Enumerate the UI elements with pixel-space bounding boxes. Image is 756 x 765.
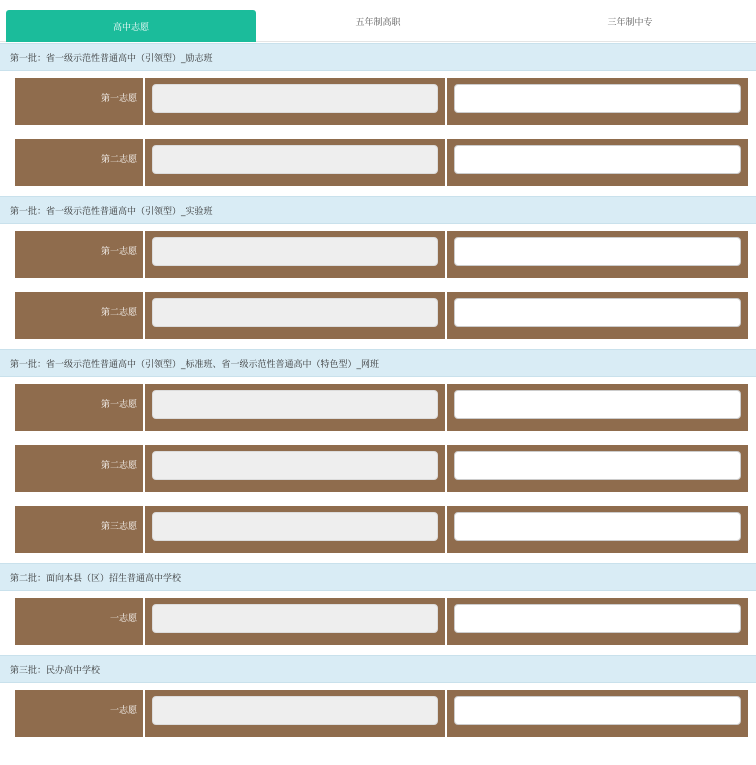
- choice-row: [15, 445, 748, 492]
- school-select[interactable]: [152, 604, 438, 633]
- choice-row: [15, 598, 748, 645]
- choice-row: [15, 231, 748, 278]
- choice-label: 第一志愿: [100, 94, 137, 104]
- choice-label: 一志愿: [109, 706, 137, 716]
- choice-row: [15, 292, 748, 339]
- class-select[interactable]: [454, 237, 741, 266]
- school-select[interactable]: [152, 298, 438, 327]
- choice-row: [15, 139, 748, 186]
- school-select[interactable]: [152, 451, 438, 480]
- school-select[interactable]: [152, 145, 438, 174]
- tab-high-school[interactable]: 高中志愿: [6, 10, 256, 42]
- class-select[interactable]: [454, 512, 741, 541]
- batch-title: 第一批：省一级示范性普通高中（引领型）_实验班: [0, 196, 756, 224]
- school-select[interactable]: [152, 696, 438, 725]
- tab-five-year-vocational[interactable]: 五年制高职: [355, 17, 401, 28]
- batch-section: [0, 563, 756, 655]
- school-select[interactable]: [152, 390, 438, 419]
- choice-row: [15, 384, 748, 431]
- class-select[interactable]: [454, 696, 741, 725]
- batch-section: [0, 349, 756, 563]
- choice-label: 一志愿: [109, 614, 137, 624]
- batch-section: [0, 196, 756, 349]
- class-select[interactable]: [454, 298, 741, 327]
- choice-label: 第二志愿: [100, 308, 137, 318]
- batch-title: 第二批：面向本县（区）招生普通高中学校: [0, 563, 756, 591]
- class-select[interactable]: [454, 451, 741, 480]
- class-select[interactable]: [454, 604, 741, 633]
- batch-section: [0, 43, 756, 196]
- tab-bar: [0, 0, 756, 42]
- choice-row: [15, 506, 748, 553]
- choice-label: 第二志愿: [100, 461, 137, 471]
- batch-list: [0, 43, 756, 747]
- choice-label: 第一志愿: [100, 247, 137, 257]
- school-select[interactable]: [152, 237, 438, 266]
- class-select[interactable]: [454, 145, 741, 174]
- school-select[interactable]: [152, 84, 438, 113]
- tab-three-year-technical[interactable]: 三年制中专: [607, 17, 653, 28]
- batch-section: [0, 655, 756, 747]
- class-select[interactable]: [454, 84, 741, 113]
- batch-title: 第一批：省一级示范性普通高中（引领型）_励志班: [0, 43, 756, 71]
- choice-row: [15, 690, 748, 737]
- class-select[interactable]: [454, 390, 741, 419]
- choice-label: 第二志愿: [100, 155, 137, 165]
- choice-label: 第一志愿: [100, 400, 137, 410]
- choice-label: 第三志愿: [100, 522, 137, 532]
- school-select[interactable]: [152, 512, 438, 541]
- batch-title: 第三批：民办高中学校: [0, 655, 756, 683]
- choice-row: [15, 78, 748, 125]
- batch-title: 第一批：省一级示范性普通高中（引领型）_标准班、省一级示范性普通高中（特色型）_网班: [0, 349, 756, 377]
